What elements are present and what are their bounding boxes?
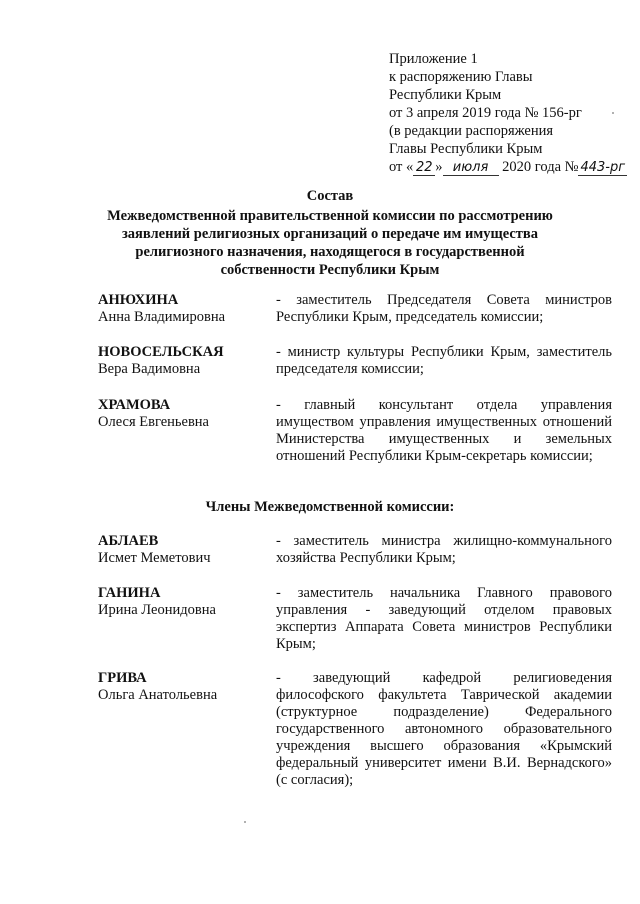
- appendix-line-2: к распоряжению Главы: [389, 69, 533, 85]
- scan-speck: [612, 112, 614, 114]
- member-given-name: Вера Вадимовна: [98, 361, 201, 377]
- member-role: - заместитель начальника Главного правового управления - заведующий отделом правовых экспертиз Аппарата Совета министров Республики Крым;: [276, 585, 612, 652]
- member-role: - заместитель Председателя Совета министров Республики Крым, председатель комиссии;: [276, 292, 612, 325]
- member-given-name: Олеся Евгеньевна: [98, 414, 209, 430]
- member-given-name: Исмет Меметович: [98, 550, 211, 566]
- appendix-line-7: [389, 158, 629, 176]
- member-role: - заведующий кафедрой религиоведения философского факультета Таврической академии (структурное подразделение) Федерального государственного автономного образовательного учреждения высшего образования «Крымский федеральный университет имени В.И. Вернадского» (с согласия);: [276, 670, 612, 788]
- appendix-line-6: Главы Республики Крым: [389, 141, 543, 157]
- member-name: [98, 292, 268, 326]
- member-name: [98, 585, 268, 619]
- member-given-name: Ольга Анатольевна: [98, 687, 218, 703]
- appendix-note: [389, 50, 629, 176]
- appendix-date-prefix: от «: [389, 159, 414, 175]
- appendix-line-3: Республики Крым: [389, 87, 502, 103]
- member-surname: АБЛАЕВ: [98, 533, 159, 549]
- handwritten-order-number: 443-рг: [580, 160, 626, 175]
- title-line-4: собственности Республики Крым: [220, 262, 440, 278]
- title-main: Состав: [306, 188, 354, 204]
- scan-speck: [244, 821, 246, 823]
- member-surname: ГАНИНА: [98, 585, 161, 601]
- member-name: [98, 533, 268, 567]
- members-heading: Члены Межведомственной комиссии:: [205, 499, 455, 515]
- member-name: [98, 397, 268, 431]
- member-name: [98, 344, 268, 378]
- member-name: [98, 670, 268, 704]
- member-role: - заместитель министра жилищно-коммунального хозяйства Республики Крым;: [276, 533, 612, 566]
- document-title: [60, 187, 600, 279]
- appendix-date-year: 2020 года №: [502, 159, 579, 175]
- member-surname: ГРИВА: [98, 670, 147, 686]
- appendix-line-1: Приложение 1: [389, 51, 478, 67]
- member-surname: ХРАМОВА: [98, 397, 171, 413]
- member-given-name: Анна Владимировна: [98, 309, 226, 325]
- appendix-line-4: от 3 апреля 2019 года № 156-рг: [389, 105, 582, 121]
- title-line-2: заявлений религиозных организаций о передаче им имущества: [121, 226, 539, 242]
- handwritten-month: июля: [443, 161, 499, 176]
- member-surname: НОВОСЕЛЬСКАЯ: [98, 344, 224, 360]
- member-role: - министр культуры Республики Крым, заместитель председателя комиссии;: [276, 344, 612, 377]
- handwritten-day: 22: [413, 161, 435, 176]
- appendix-date-quote-close: »: [435, 159, 443, 175]
- appendix-line-5: (в редакции распоряжения: [389, 123, 554, 139]
- title-line-3: религиозного назначения, находящегося в государственной: [135, 244, 525, 260]
- member-given-name: Ирина Леонидовна: [98, 602, 216, 618]
- member-role: - главный консультант отдела управления имуществом управления имущественных отношений Министерства имущественных и земельных отношений Республики Крым-секретарь комиссии;: [276, 397, 612, 464]
- title-line-1: Межведомственной правительственной комиссии по рассмотрению: [107, 208, 553, 224]
- member-surname: АНЮХИНА: [98, 292, 179, 308]
